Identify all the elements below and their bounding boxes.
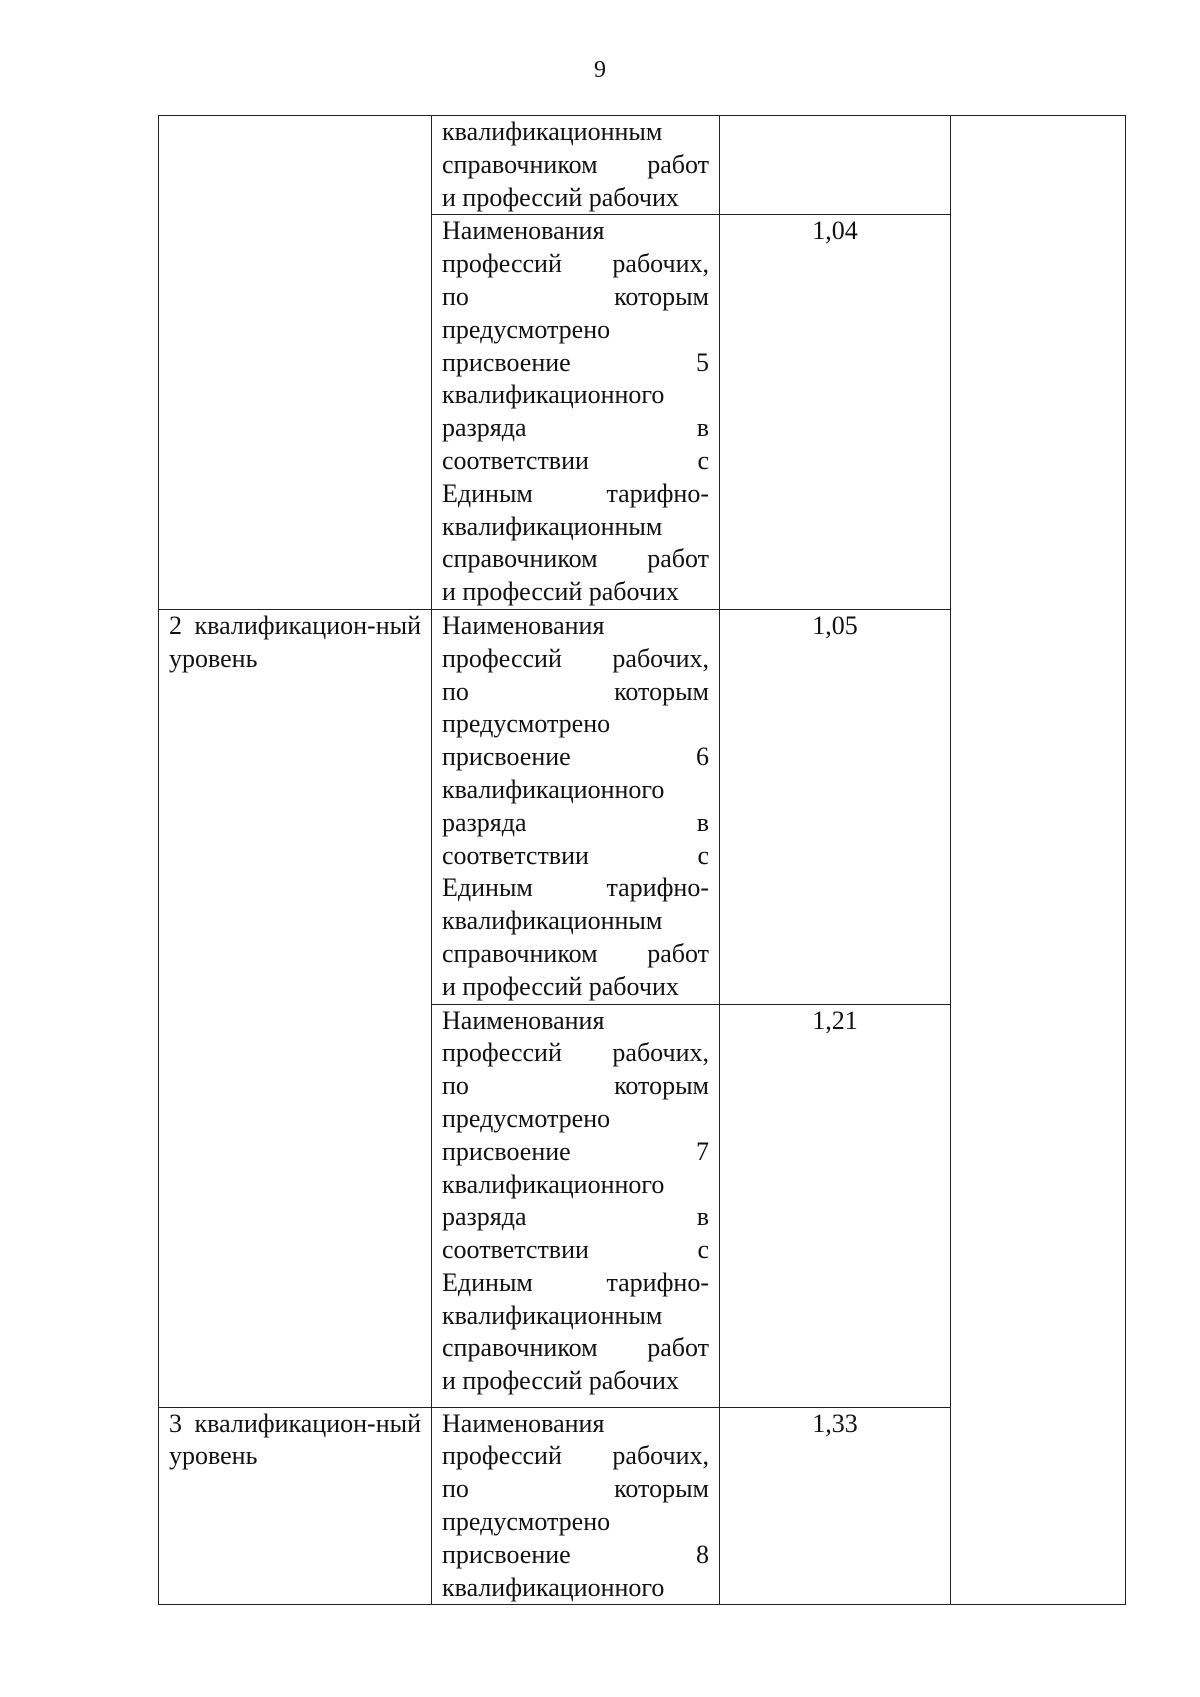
profession-line: по которым <box>442 676 709 706</box>
level-text: 2 квалификацион-ный уровень <box>169 610 421 673</box>
profession-cell <box>432 1004 720 1407</box>
profession-cell <box>432 116 720 215</box>
profession-line: профессий рабочих, <box>442 1038 709 1068</box>
profession-line: Единым тарифно- <box>442 873 709 903</box>
page-number: 9 <box>594 57 606 83</box>
profession-line: и профессий рабочих <box>442 1366 679 1396</box>
profession-line: присвоение 6 <box>442 742 709 772</box>
profession-cell <box>432 609 720 1004</box>
coefficient-cell <box>720 116 951 215</box>
table-row <box>159 116 1126 215</box>
profession-line: разряда в <box>442 807 709 837</box>
coefficient-cell <box>720 1004 951 1407</box>
profession-line: Наименования <box>442 1005 605 1035</box>
coefficient-value: 1,33 <box>812 1408 858 1438</box>
coefficient-cell <box>720 609 951 1004</box>
profession-line: квалификационным <box>442 906 663 936</box>
coefficient-cell <box>720 1407 951 1605</box>
profession-line: квалификационным <box>442 511 663 541</box>
profession-line: квалификационного <box>442 380 665 410</box>
profession-line: квалификационного <box>442 774 665 804</box>
profession-line: предусмотрено <box>442 709 611 739</box>
profession-cell <box>432 215 720 610</box>
level-cell <box>159 1407 432 1605</box>
profession-line: соответствии с <box>442 1235 709 1265</box>
profession-line: предусмотрено <box>442 1506 611 1536</box>
profession-line: предусмотрено <box>442 314 611 344</box>
profession-line: квалификационного <box>442 1169 665 1199</box>
profession-cell <box>432 1407 720 1605</box>
profession-line: справочником работ <box>442 149 709 179</box>
profession-line: по которым <box>442 281 709 311</box>
profession-line: и профессий рабочих <box>442 577 679 607</box>
profession-line: и профессий рабочих <box>442 971 679 1001</box>
level-text: 3 квалификацион-ный уровень <box>169 1408 421 1471</box>
coefficient-value: 1,21 <box>812 1005 858 1035</box>
profession-line: соответствии с <box>442 445 709 475</box>
profession-line: присвоение 8 <box>442 1539 709 1569</box>
profession-line: профессий рабочих, <box>442 1441 709 1471</box>
profession-line: разряда в <box>442 1202 709 1232</box>
profession-line: справочником работ <box>442 938 709 968</box>
coefficient-cell <box>720 215 951 610</box>
extra-cell <box>951 116 1126 1605</box>
qualification-table <box>158 115 1126 1605</box>
profession-line: по которым <box>442 1474 709 1504</box>
level-cell <box>159 116 432 610</box>
coefficient-value: 1,04 <box>812 216 858 246</box>
coefficient-value: 1,05 <box>812 610 858 640</box>
profession-line: Наименования <box>442 1408 605 1438</box>
profession-line: Единым тарифно- <box>442 1267 709 1297</box>
profession-line: по которым <box>442 1071 709 1101</box>
profession-line: справочником работ <box>442 1333 709 1363</box>
profession-line: присвоение 7 <box>442 1136 709 1166</box>
profession-line: соответствии с <box>442 840 709 870</box>
profession-line: квалификационным <box>442 1300 663 1330</box>
profession-line: квалификационного <box>442 1572 665 1602</box>
profession-line: и профессий рабочих <box>442 182 679 212</box>
level-cell <box>159 609 432 1407</box>
profession-line: Единым тарифно- <box>442 478 709 508</box>
profession-line: профессий рабочих, <box>442 249 709 279</box>
profession-line: справочником работ <box>442 544 709 574</box>
profession-line: квалификационным <box>442 117 663 146</box>
profession-line: профессий рабочих, <box>442 643 709 673</box>
profession-line: присвоение 5 <box>442 347 709 377</box>
profession-line: разряда в <box>442 413 709 443</box>
profession-line: Наименования <box>442 216 605 246</box>
profession-line: предусмотрено <box>442 1103 611 1133</box>
profession-line: Наименования <box>442 610 605 640</box>
